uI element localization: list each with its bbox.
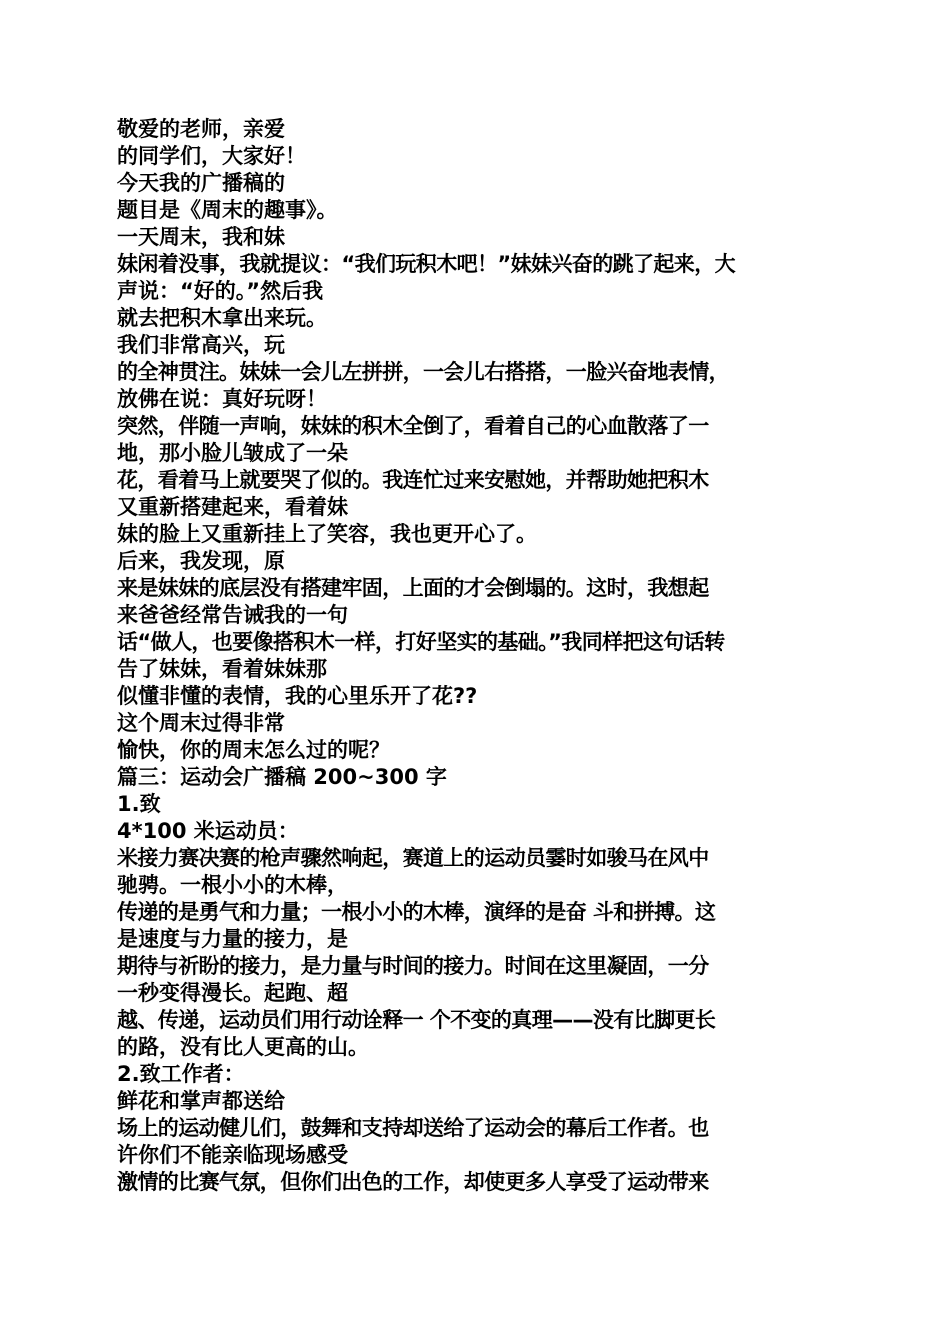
- text-line: 妹闲着没事，我就提议：“我们玩积木吧！”妹妹兴奋的跳了起来，大: [117, 252, 736, 276]
- text-line: 突然，伴随一声响，妹妹的积木全倒了，看着自己的心血散落了一: [117, 414, 709, 438]
- text-line: 告了妹妹，看着妹妹那: [117, 657, 327, 681]
- text-line: 妹的脸上又重新挂上了笑容，我也更开心了。: [117, 522, 537, 546]
- text-line: 一天周末，我和妹: [117, 225, 285, 249]
- text-line: 愉快，你的周末怎么过的呢？: [117, 738, 390, 762]
- text-line: 4*100 米运动员：: [117, 819, 299, 843]
- text-line: 地，那小脸儿皱成了一朵: [117, 441, 348, 465]
- text-line: 今天我的广播稿的: [117, 171, 285, 195]
- text-line: 花，看着马上就要哭了似的。我连忙过来安慰她，并帮助她把积木: [117, 468, 709, 492]
- text-line: 话“做人，也要像搭积木一样，打好坚实的基础。”我同样把这句话转: [117, 630, 725, 654]
- document-body: [117, 116, 837, 1196]
- text-line: 的全神贯注。妹妹一会儿左拼拼，一会儿右搭搭，一脸兴奋地表情，: [117, 360, 729, 384]
- text-line: 传递的是勇气和力量；一根小小的木棒，演绎的是奋 斗和拼搏。这: [117, 900, 716, 924]
- text-line: 敬爱的老师，亲爱: [117, 117, 285, 141]
- text-line: 驰骋。一根小小的木棒，: [117, 873, 348, 897]
- text-line: 鲜花和掌声都送给: [117, 1089, 285, 1113]
- text-line: 这个周末过得非常: [117, 711, 285, 735]
- text-line: 期待与祈盼的接力，是力量与时间的接力。时间在这里凝固，一分: [117, 954, 709, 978]
- text-line: 声说：“好的。”然后我: [117, 279, 324, 303]
- text-line: 似懂非懂的表情，我的心里乐开了花??: [117, 684, 478, 708]
- text-line: 的同学们，大家好！: [117, 144, 306, 168]
- text-line: 场上的运动健儿们，鼓舞和支持却送给了运动会的幕后工作者。也: [117, 1116, 709, 1140]
- text-line: 2.致工作者：: [117, 1062, 245, 1086]
- text-line: 1.致: [117, 792, 161, 816]
- text-line: 米接力赛决赛的枪声骤然响起，赛道上的运动员霎时如骏马在风中: [117, 846, 709, 870]
- text-line: 放佛在说：真好玩呀！: [117, 387, 327, 411]
- text-line: 是速度与力量的接力，是: [117, 927, 348, 951]
- text-line: 来是妹妹的底层没有搭建牢固，上面的才会倒塌的。这时，我想起: [117, 576, 709, 600]
- text-line: 就去把积木拿出来玩。: [117, 306, 327, 330]
- text-line: 来爸爸经常告诫我的一句: [117, 603, 348, 627]
- text-line: 又重新搭建起来，看着妹: [117, 495, 348, 519]
- text-line: 后来，我发现，原: [117, 549, 285, 573]
- text-line: 许你们不能亲临现场感受: [117, 1143, 348, 1167]
- text-line: 越、传递，运动员们用行动诠释一 个不变的真理——没有比脚更长: [117, 1008, 716, 1032]
- text-line: 的路，没有比人更高的山。: [117, 1035, 369, 1059]
- section-heading: 篇三：运动会广播稿 200~300 字: [117, 765, 447, 789]
- text-line: 激情的比赛气氛，但你们出色的工作，却使更多人享受了运动带来: [117, 1170, 709, 1194]
- text-line: 一秒变得漫长。起跑、超: [117, 981, 348, 1005]
- text-line: 题目是《周末的趣事》。: [117, 198, 338, 222]
- text-line: 我们非常高兴，玩: [117, 333, 285, 357]
